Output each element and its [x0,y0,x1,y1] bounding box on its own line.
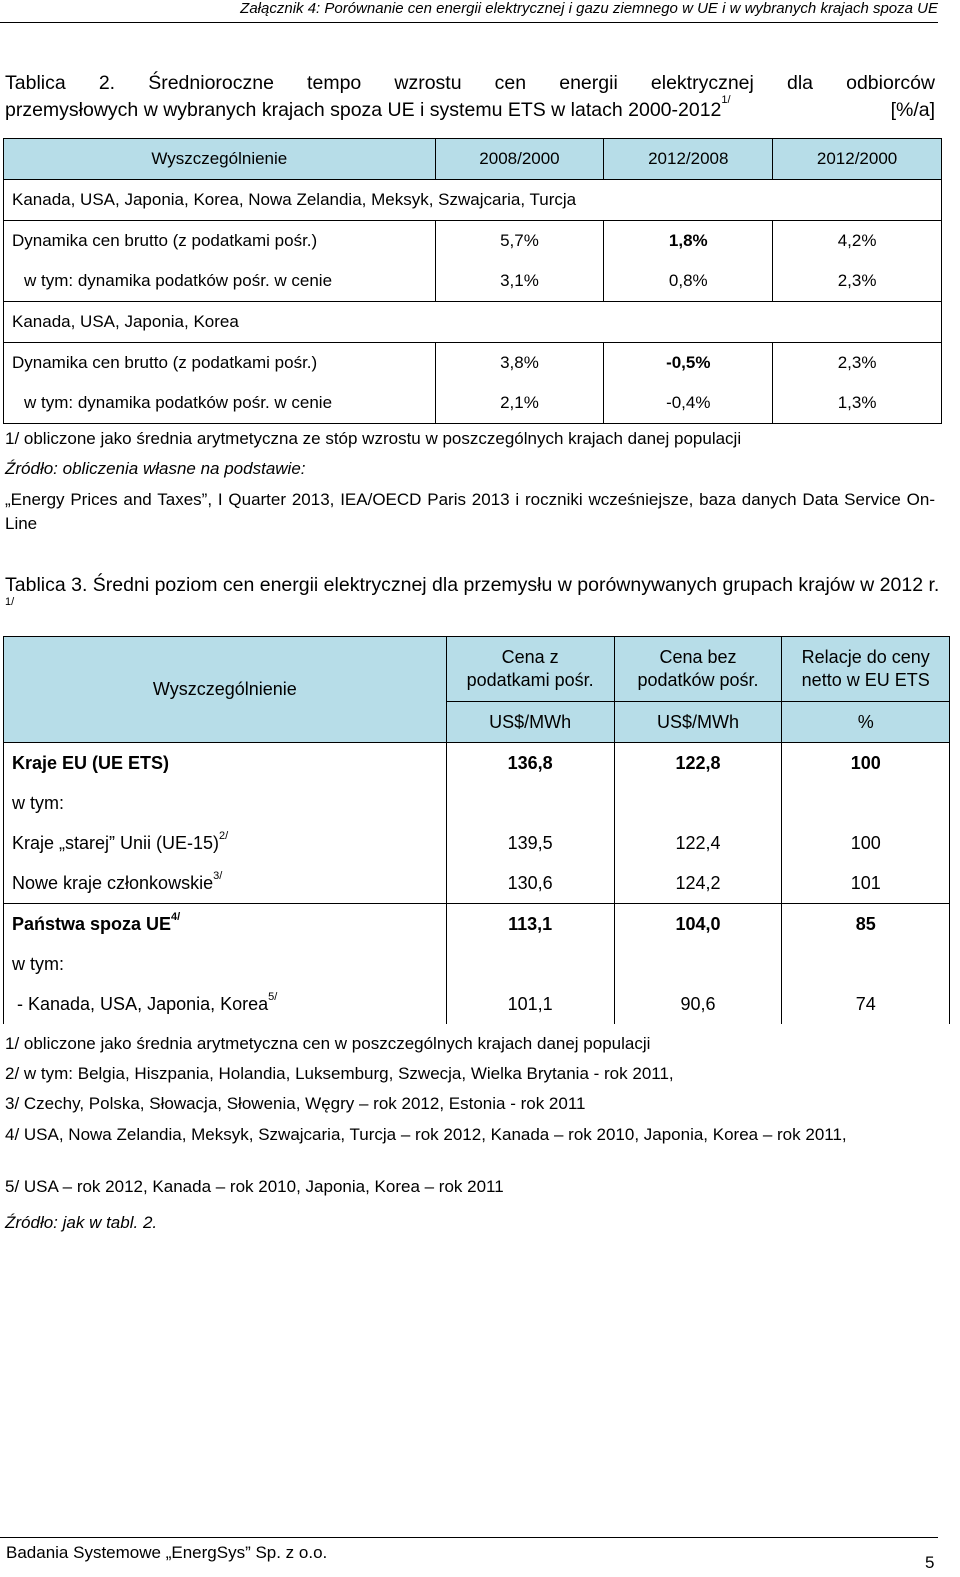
group-label: Kanada, USA, Japonia, Korea, Nowa Zelandia, Meksyk, Szwajcaria, Turcja [4,180,942,221]
table-row [4,383,942,424]
row-label [4,863,447,904]
row-label: Dynamika cen brutto (z podatkami pośr.) [4,343,436,384]
row-label-text: Nowe kraje członkowskie [12,872,214,893]
growth-rate-table [3,138,942,424]
group-row [4,302,942,343]
cell: 122,4 [614,823,782,863]
cell: 85 [782,904,950,945]
table3-footnote: 5/ USA – rok 2012, Kanada – rok 2010, Japonia, Korea – rok 2011 [5,1177,504,1196]
col-header-label: Wyszczególnienie [4,139,436,180]
footer-rule [0,1537,938,1538]
cell [446,944,614,984]
unit-cell: % [782,702,950,743]
col-header-price-without-tax [614,637,782,702]
table2-source-text: „Energy Prices and Taxes”, I Quarter 2013, IEA/OECD Paris 2013 i roczniki wcześniejsze, baza danych Data Service On-Line [5,490,935,533]
table2-caption [5,70,935,124]
row-label: Dynamika cen brutto (z podatkami pośr.) [4,221,436,262]
col-header-relation [782,637,950,702]
row-label-text: Kraje „starej” Unii (UE-15) [12,832,220,853]
footnote-marker: 4/ [171,910,181,923]
table2-footnote: 1/ obliczone jako średnia arytmetyczna ze stóp wzrostu w poszczególnych krajach danej populacji [5,429,742,448]
table-row [4,261,942,302]
cell: 3,1% [435,261,604,302]
group-label: Kanada, USA, Japonia, Korea [4,302,942,343]
header-line: netto w EU ETS [801,670,930,690]
cell: 3,8% [435,343,604,384]
footer-company: Badania Systemowe „EnergSys” Sp. z o.o. [6,1543,328,1562]
table3-caption [5,572,945,626]
cell: 113,1 [446,904,614,945]
table-row [4,221,942,262]
table2-caption-line1: Tablica 2. Średnioroczne tempo wzrostu cen energii elektrycznej dla odbiorców [5,72,935,94]
row-label: Kraje EU (UE ETS) [4,743,447,784]
header-line: Cena z [501,647,559,667]
cell: 5,7% [435,221,604,262]
group-row [4,180,942,221]
table2-caption-text: przemysłowych w wybranych krajach spoza UE i systemu ETS w latach 2000-2012 [5,99,722,121]
cell: -0,4% [604,383,773,424]
cell: 139,5 [446,823,614,863]
row-label: w tym: dynamika podatków pośr. w cenie [4,261,436,302]
header-line: podatków pośr. [637,670,759,690]
cell: 4,2% [773,221,942,262]
cell [782,783,950,823]
cell: 0,8% [604,261,773,302]
col-header-label: Wyszczególnienie [4,637,447,743]
table-header-row [4,637,950,702]
table-row [4,863,950,904]
cell: 2,1% [435,383,604,424]
table-header-row [4,139,942,180]
running-header: Załącznik 4: Porównanie cen energii elektrycznej i gazu ziemnego w UE i w wybranych krajach spoza UE [0,0,938,23]
cell: 90,6 [614,984,782,1024]
table3-footnote: 4/ USA, Nowa Zelandia, Meksyk, Szwajcaria, Turcja – rok 2012, Kanada – rok 2010, Japonia, Korea – rok 2011, [5,1125,847,1144]
cell: 124,2 [614,863,782,904]
row-label: w tym: dynamika podatków pośr. w cenie [4,383,436,424]
cell [614,783,782,823]
unit-cell: US$/MWh [614,702,782,743]
table2-unit: [%/a] [890,99,935,121]
cell: 101 [782,863,950,904]
cell: 1,3% [773,383,942,424]
cell: 100 [782,823,950,863]
col-header-2012-2008: 2012/2008 [604,139,773,180]
header-line: Relacje do ceny [801,647,930,667]
table-row [4,944,950,984]
table2-source-label: Źródło: obliczenia własne na podstawie: [5,459,306,478]
cell: 122,8 [614,743,782,784]
cell: 1,8% [604,221,773,262]
page-number: 5 [925,1553,935,1572]
row-label: w tym: [4,783,447,823]
cell: 136,8 [446,743,614,784]
cell [614,944,782,984]
table3-caption-text: Tablica 3. Średni poziom cen energii elektrycznej dla przemysłu w porównywanych grupach krajów w 2012 r. [5,574,940,596]
table3-footnote: 2/ w tym: Belgia, Hiszpania, Holandia, Luksemburg, Szwecja, Wielka Brytania - rok 2011, [5,1064,674,1083]
cell: 104,0 [614,904,782,945]
cell: 2,3% [773,343,942,384]
cell [782,944,950,984]
table-row [4,743,950,784]
header-line: Cena bez [659,647,737,667]
col-header-2012-2000: 2012/2000 [773,139,942,180]
table2-caption-line2 [5,94,935,124]
table-row [4,343,942,384]
footnote-marker: 5/ [268,990,278,1003]
table3-footnote: 1/ obliczone jako średnia arytmetyczna cen w poszczególnych krajach danej populacji [5,1034,651,1053]
price-level-table [3,636,950,1024]
table-row [4,823,950,863]
table-row [4,783,950,823]
cell: 74 [782,984,950,1024]
cell: 2,3% [773,261,942,302]
header-line: podatkami pośr. [466,670,594,690]
footnote-marker: 3/ [213,869,223,882]
table-row [4,904,950,945]
col-header-2008-2000: 2008/2000 [435,139,604,180]
row-label: w tym: [4,944,447,984]
table3-footnote: 3/ Czechy, Polska, Słowacja, Słowenia, Węgry – rok 2012, Estonia - rok 2011 [5,1094,586,1113]
cell: 130,6 [446,863,614,904]
col-header-price-with-tax [446,637,614,702]
unit-cell: US$/MWh [446,702,614,743]
row-label [4,984,447,1024]
cell: 100 [782,743,950,784]
footnote-marker: 1/ [5,596,15,608]
row-label [4,904,447,945]
row-label-text: Państwa spoza UE [12,913,172,934]
row-label-text: - Kanada, USA, Japonia, Korea [12,993,269,1014]
footnote-marker: 1/ [721,94,731,106]
row-label [4,823,447,863]
table3-source: Źródło: jak w tabl. 2. [5,1213,158,1232]
table-row [4,984,950,1024]
cell: -0,5% [604,343,773,384]
footnote-marker: 2/ [219,829,229,842]
cell: 101,1 [446,984,614,1024]
cell [446,783,614,823]
